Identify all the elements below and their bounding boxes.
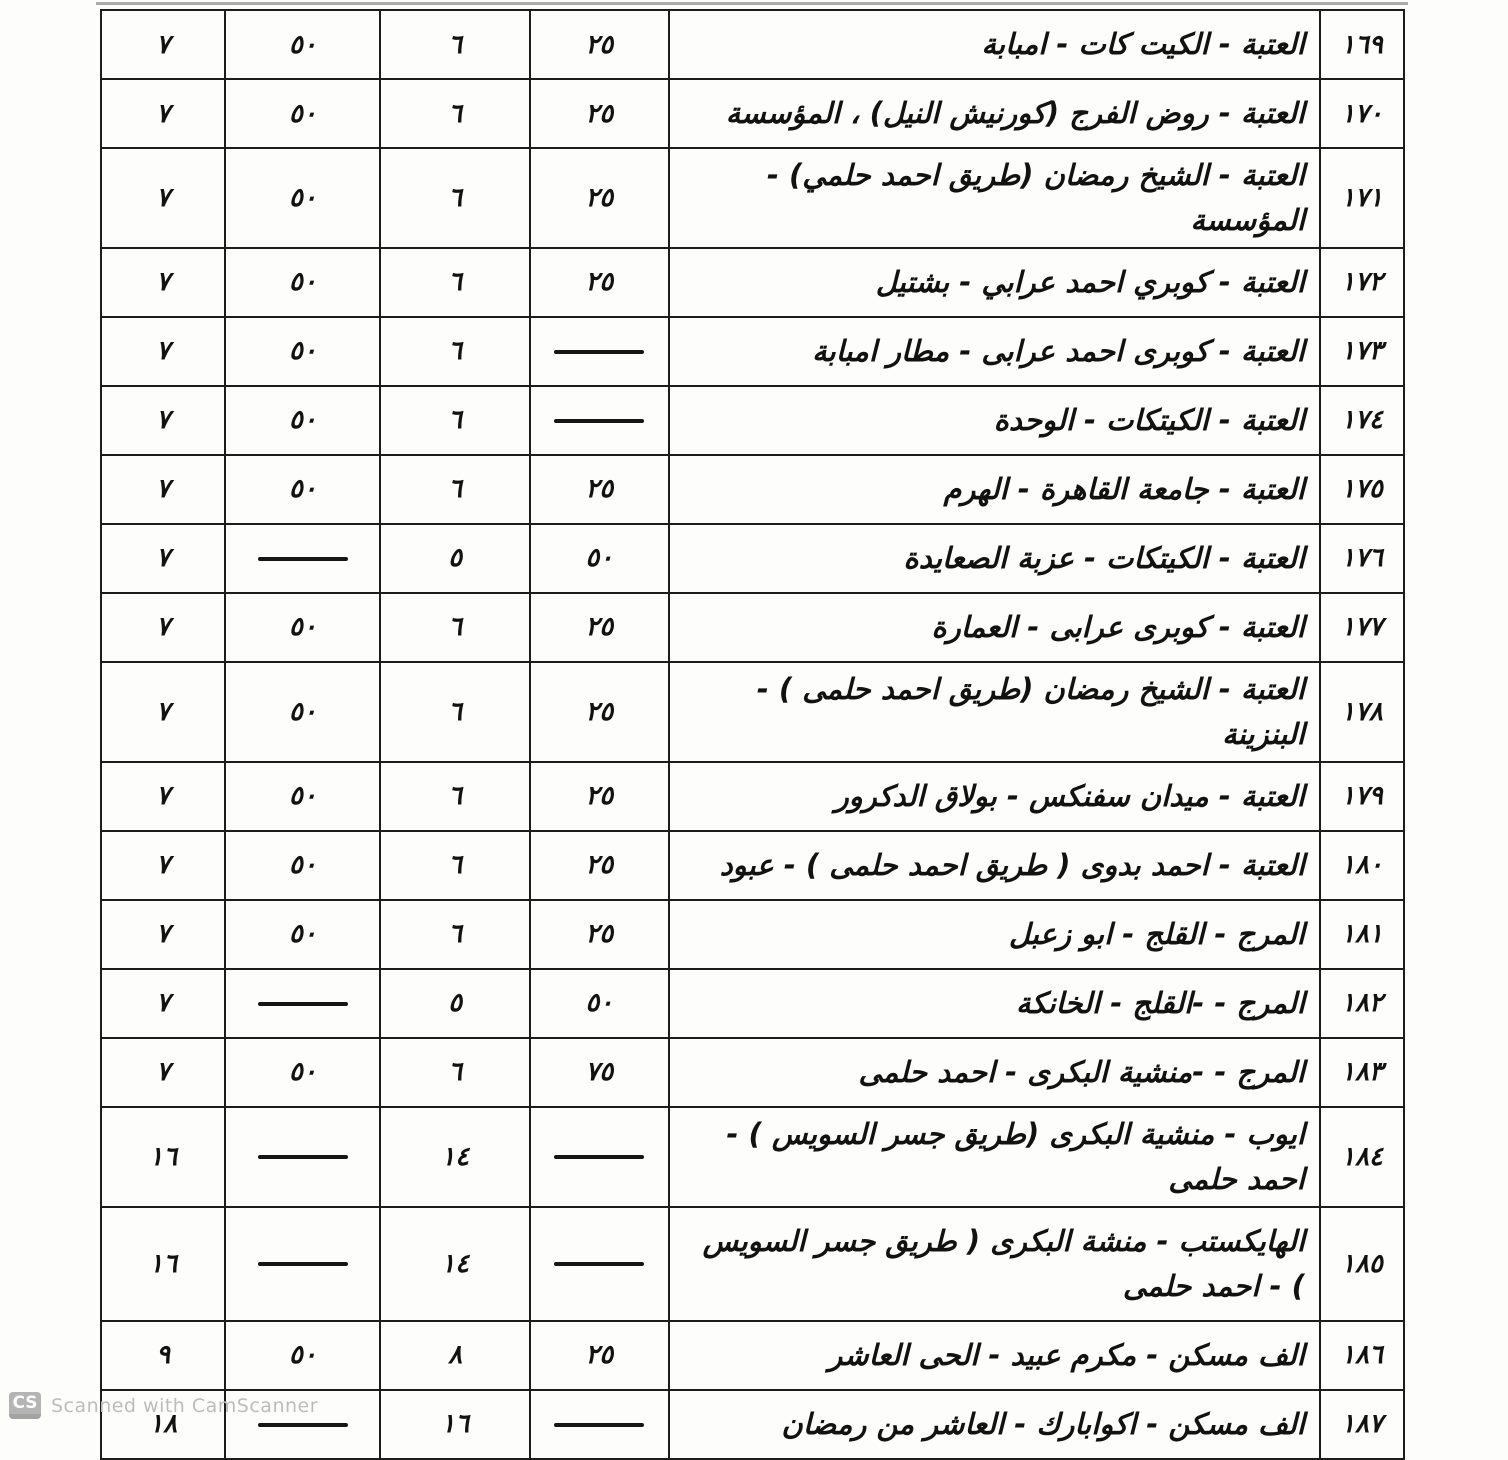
table-row <box>101 762 1404 831</box>
cell-route-name: المرج - -القلج - الخانكة <box>669 969 1320 1038</box>
table-row <box>101 148 1404 248</box>
cell-row-number: ١٨٦ <box>1320 1321 1404 1390</box>
cell-fare-col2: ٨ <box>380 1321 529 1390</box>
cell-fare-col1: ٧٥ <box>530 1038 669 1107</box>
cell-fare-col3 <box>225 969 380 1038</box>
cell-fare-col4: ١٦ <box>101 1207 225 1321</box>
cell-route-name: العتبة - كوبري احمد عرابي - بشتيل <box>669 248 1320 317</box>
cell-fare-col2: ١٤ <box>380 1107 529 1207</box>
cell-fare-col2: ٦ <box>380 1038 529 1107</box>
cell-fare-col4: ٧ <box>101 148 225 248</box>
cell-row-number: ١٧٩ <box>1320 762 1404 831</box>
table-row <box>101 524 1404 593</box>
cell-fare-col3: ٥٠ <box>225 1038 380 1107</box>
empty-value-dash <box>554 1423 644 1427</box>
cell-fare-col1: ٢٥ <box>530 900 669 969</box>
cell-fare-col3: ٥٠ <box>225 148 380 248</box>
table-row <box>101 10 1404 79</box>
cell-fare-col3: ٥٠ <box>225 386 380 455</box>
empty-value-dash <box>554 1155 644 1159</box>
cell-fare-col1 <box>530 1390 669 1459</box>
table-row <box>101 1107 1404 1207</box>
cell-route-name: العتبة - جامعة القاهرة - الهرم <box>669 455 1320 524</box>
cell-row-number: ١٧٠ <box>1320 79 1404 148</box>
cell-fare-col1: ٥٠ <box>530 524 669 593</box>
camscanner-watermark-text: Scanned with CamScanner <box>51 1394 319 1417</box>
table-row <box>101 386 1404 455</box>
cell-fare-col4: ٧ <box>101 524 225 593</box>
cell-fare-col4: ٩ <box>101 1321 225 1390</box>
cell-fare-col1: ٢٥ <box>530 593 669 662</box>
cell-fare-col2: ٦ <box>380 386 529 455</box>
cell-route-name: العتبة - كوبرى احمد عرابى - مطار امبابة <box>669 317 1320 386</box>
cell-row-number: ١٧٢ <box>1320 248 1404 317</box>
cell-route-name: العتبة - كوبرى عرابى - العمارة <box>669 593 1320 662</box>
cell-fare-col2: ٥ <box>380 969 529 1038</box>
cell-row-number: ١٧٥ <box>1320 455 1404 524</box>
cell-route-name: العتبة - الكيتكات - الوحدة <box>669 386 1320 455</box>
cell-route-name: المرج - القلج - ابو زعبل <box>669 900 1320 969</box>
cell-row-number: ١٦٩ <box>1320 10 1404 79</box>
cell-fare-col1: ٥٠ <box>530 969 669 1038</box>
empty-value-dash <box>258 1002 348 1006</box>
cell-route-name: الهايكستب - منشة البكرى ( طريق جسر السويس ) - احمد حلمى <box>669 1207 1320 1321</box>
cell-fare-col3: ٥٠ <box>225 79 380 148</box>
cell-fare-col4: ٧ <box>101 455 225 524</box>
empty-value-dash <box>258 1262 348 1266</box>
cell-route-name: العتبة - الشيخ رمضان (طريق احمد حلمى ) - البنزينة <box>669 662 1320 762</box>
cell-fare-col3: ٥٠ <box>225 662 380 762</box>
cell-fare-col1 <box>530 1207 669 1321</box>
cell-row-number: ١٧١ <box>1320 148 1404 248</box>
cell-fare-col2: ٦ <box>380 148 529 248</box>
table-row <box>101 969 1404 1038</box>
cell-fare-col1 <box>530 1107 669 1207</box>
empty-value-dash <box>554 419 644 423</box>
table-row <box>101 1038 1404 1107</box>
table-row <box>101 593 1404 662</box>
cell-fare-col3: ٥٠ <box>225 762 380 831</box>
cell-fare-col4: ٧ <box>101 969 225 1038</box>
cell-route-name: العتبة - الشيخ رمضان (طريق احمد حلمي) - المؤسسة <box>669 148 1320 248</box>
empty-value-dash <box>258 1155 348 1159</box>
cell-fare-col2: ١٤ <box>380 1207 529 1321</box>
cell-row-number: ١٨٢ <box>1320 969 1404 1038</box>
empty-value-dash <box>258 1423 348 1427</box>
cell-fare-col1 <box>530 317 669 386</box>
cell-route-name: العتبة - احمد بدوى ( طريق احمد حلمى ) - عبود <box>669 831 1320 900</box>
cell-fare-col3: ٥٠ <box>225 10 380 79</box>
cell-fare-col1: ٢٥ <box>530 831 669 900</box>
cell-route-name: الف مسكن - مكرم عبيد - الحى العاشر <box>669 1321 1320 1390</box>
table-row <box>101 79 1404 148</box>
table-row <box>101 900 1404 969</box>
cell-row-number: ١٧٤ <box>1320 386 1404 455</box>
cell-fare-col2: ٦ <box>380 831 529 900</box>
cell-row-number: ١٨٥ <box>1320 1207 1404 1321</box>
table-row <box>101 1207 1404 1321</box>
cell-fare-col1: ٢٥ <box>530 762 669 831</box>
cell-fare-col4: ١٦ <box>101 1107 225 1207</box>
bus-routes-table <box>100 9 1405 1460</box>
cell-fare-col4: ٧ <box>101 900 225 969</box>
cell-row-number: ١٨٤ <box>1320 1107 1404 1207</box>
cell-fare-col2: ٦ <box>380 662 529 762</box>
table-row <box>101 831 1404 900</box>
cell-fare-col4: ٧ <box>101 10 225 79</box>
cell-fare-col2: ٦ <box>380 762 529 831</box>
cell-fare-col3: ٥٠ <box>225 248 380 317</box>
cell-fare-col2: ٦ <box>380 79 529 148</box>
empty-value-dash <box>554 350 644 354</box>
cell-fare-col3 <box>225 1207 380 1321</box>
cell-fare-col2: ٦ <box>380 455 529 524</box>
cell-route-name: العتبة - ميدان سفنكس - بولاق الدكرور <box>669 762 1320 831</box>
cell-route-name: المرج - -منشية البكرى - احمد حلمى <box>669 1038 1320 1107</box>
cell-fare-col4: ٧ <box>101 386 225 455</box>
cell-row-number: ١٧٦ <box>1320 524 1404 593</box>
cell-route-name: العتبة - الكيتكات - عزبة الصعايدة <box>669 524 1320 593</box>
table-row <box>101 317 1404 386</box>
cell-fare-col4: ٧ <box>101 762 225 831</box>
cell-fare-col2: ٦ <box>380 317 529 386</box>
cell-fare-col4: ٧ <box>101 831 225 900</box>
cell-route-name: العتبة - الكيت كات - امبابة <box>669 10 1320 79</box>
table-row <box>101 455 1404 524</box>
cell-fare-col3: ٥٠ <box>225 831 380 900</box>
cell-row-number: ١٨٧ <box>1320 1390 1404 1459</box>
cell-route-name: الف مسكن - اكوابارك - العاشر من رمضان <box>669 1390 1320 1459</box>
cell-fare-col4: ٧ <box>101 317 225 386</box>
cell-fare-col2: ٥ <box>380 524 529 593</box>
cell-fare-col3: ٥٠ <box>225 593 380 662</box>
cell-fare-col2: ٦ <box>380 10 529 79</box>
cell-fare-col1: ٢٥ <box>530 248 669 317</box>
cell-fare-col3: ٥٠ <box>225 1321 380 1390</box>
cell-fare-col3 <box>225 1107 380 1207</box>
cut-off-previous-row-border <box>96 2 1408 5</box>
cell-fare-col1: ٢٥ <box>530 455 669 524</box>
camscanner-footer <box>9 1392 318 1419</box>
cell-fare-col4: ٧ <box>101 248 225 317</box>
cell-fare-col4: ١٨ <box>101 1390 225 1459</box>
cell-fare-col1: ٢٥ <box>530 10 669 79</box>
cell-fare-col4: ٧ <box>101 593 225 662</box>
cell-fare-col4: ٧ <box>101 1038 225 1107</box>
cell-fare-col2: ٦ <box>380 593 529 662</box>
cell-fare-col1: ٢٥ <box>530 1321 669 1390</box>
table-row <box>101 248 1404 317</box>
empty-value-dash <box>258 557 348 561</box>
cell-fare-col4: ٧ <box>101 79 225 148</box>
table-row <box>101 1321 1404 1390</box>
cell-route-name: العتبة - روض الفرج (كورنيش النيل) ، المؤسسة <box>669 79 1320 148</box>
cell-row-number: ١٧٨ <box>1320 662 1404 762</box>
cell-row-number: ١٨٣ <box>1320 1038 1404 1107</box>
cell-fare-col1: ٢٥ <box>530 662 669 762</box>
cell-fare-col2: ٦ <box>380 900 529 969</box>
cell-fare-col1: ٢٥ <box>530 79 669 148</box>
cell-route-name: ايوب - منشية البكرى (طريق جسر السويس ) - احمد حلمى <box>669 1107 1320 1207</box>
empty-value-dash <box>554 1262 644 1266</box>
cell-row-number: ١٨١ <box>1320 900 1404 969</box>
cell-fare-col3: ٥٠ <box>225 317 380 386</box>
cell-fare-col3: ٥٠ <box>225 455 380 524</box>
cell-fare-col4: ٧ <box>101 662 225 762</box>
cell-fare-col1 <box>530 386 669 455</box>
cell-row-number: ١٧٧ <box>1320 593 1404 662</box>
cell-fare-col2: ١٦ <box>380 1390 529 1459</box>
table-row <box>101 662 1404 762</box>
cell-fare-col3: ٥٠ <box>225 900 380 969</box>
cell-fare-col1: ٢٥ <box>530 148 669 248</box>
cell-fare-col3 <box>225 524 380 593</box>
cell-row-number: ١٨٠ <box>1320 831 1404 900</box>
cell-row-number: ١٧٣ <box>1320 317 1404 386</box>
routes-table-body <box>101 10 1404 1459</box>
cell-fare-col2: ٦ <box>380 248 529 317</box>
camscanner-logo-icon: CS <box>9 1392 41 1419</box>
